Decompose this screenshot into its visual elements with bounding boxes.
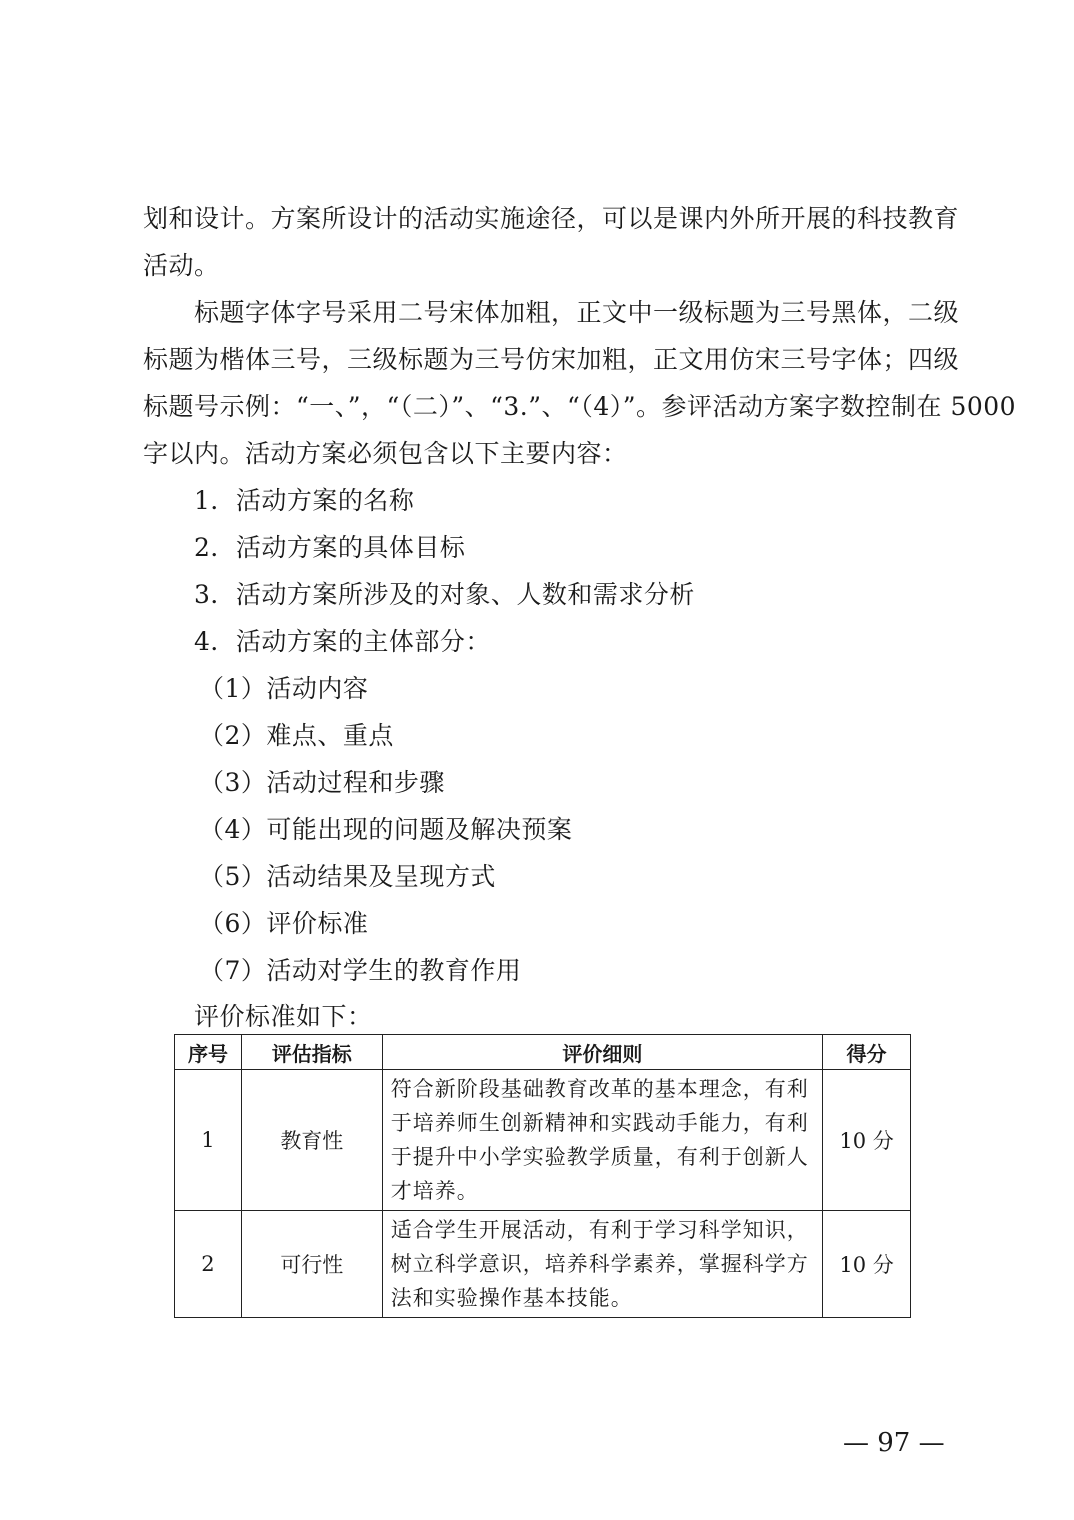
sub-list-item: （6）评价标准	[199, 909, 369, 938]
list-item: 3．活动方案所涉及的对象、人数和需求分析	[194, 580, 695, 609]
cell-number: 1	[175, 1070, 242, 1211]
sub-list-item: （2）难点、重点	[199, 721, 394, 750]
list-item: 4．活动方案的主体部分：	[194, 627, 491, 656]
list-item: 2．活动方案的具体目标	[194, 533, 466, 562]
paragraph-line: 活动。	[143, 251, 220, 280]
header-detail: 评价细则	[382, 1035, 822, 1070]
sub-list-item: （3）活动过程和步骤	[199, 768, 445, 797]
header-indicator: 评估指标	[241, 1035, 382, 1070]
paragraph-line: 字以内。活动方案必须包含以下主要内容：	[143, 439, 628, 468]
table-intro: 评价标准如下：	[194, 1002, 373, 1031]
table-row	[175, 1070, 911, 1211]
table-row	[175, 1211, 911, 1318]
header-score: 得分	[823, 1035, 911, 1070]
sub-list-item: （1）活动内容	[199, 674, 369, 703]
detail-line: 适合学生开展活动，有利于学习科学知识，	[390, 1218, 809, 1242]
detail-line: 树立科学意识，培养科学素养，掌握科学方	[390, 1252, 809, 1276]
sub-list-item: （7）活动对学生的教育作用	[199, 956, 522, 985]
page-number: — 97 —	[843, 1428, 945, 1458]
cell-indicator: 教育性	[241, 1070, 382, 1211]
cell-score: 10 分	[823, 1070, 911, 1211]
cell-number: 2	[175, 1211, 242, 1318]
header-number: 序号	[175, 1035, 242, 1070]
sub-list-item: （5）活动结果及呈现方式	[199, 862, 496, 891]
detail-line: 于提升中小学实验教学质量，有利于创新人	[390, 1145, 809, 1169]
detail-line: 法和实验操作基本技能。	[390, 1286, 633, 1310]
cell-score: 10 分	[823, 1211, 911, 1318]
cell-detail	[382, 1211, 822, 1318]
detail-line: 才培养。	[390, 1179, 479, 1203]
cell-detail	[382, 1070, 822, 1211]
paragraph-line: 标题号示例：“一、”，“（二）”、“3.”、“（4）”。参评活动方案字数控制在 5000	[143, 392, 1017, 421]
sub-list-item: （4）可能出现的问题及解决预案	[199, 815, 573, 844]
detail-line: 于培养师生创新精神和实践动手能力，有利	[390, 1111, 809, 1135]
paragraph-line: 标题字体字号采用二号宋体加粗，正文中一级标题为三号黑体，二级	[194, 298, 960, 327]
list-item: 1．活动方案的名称	[194, 486, 415, 515]
evaluation-table	[174, 1034, 911, 1318]
detail-line: 符合新阶段基础教育改革的基本理念，有利	[390, 1077, 809, 1101]
paragraph-line: 划和设计。方案所设计的活动实施途径，可以是课内外所开展的科技教育	[143, 204, 960, 233]
paragraph-line: 标题为楷体三号，三级标题为三号仿宋加粗，正文用仿宋三号字体；四级	[143, 345, 960, 374]
cell-indicator: 可行性	[241, 1211, 382, 1318]
table-header-row	[175, 1035, 911, 1070]
